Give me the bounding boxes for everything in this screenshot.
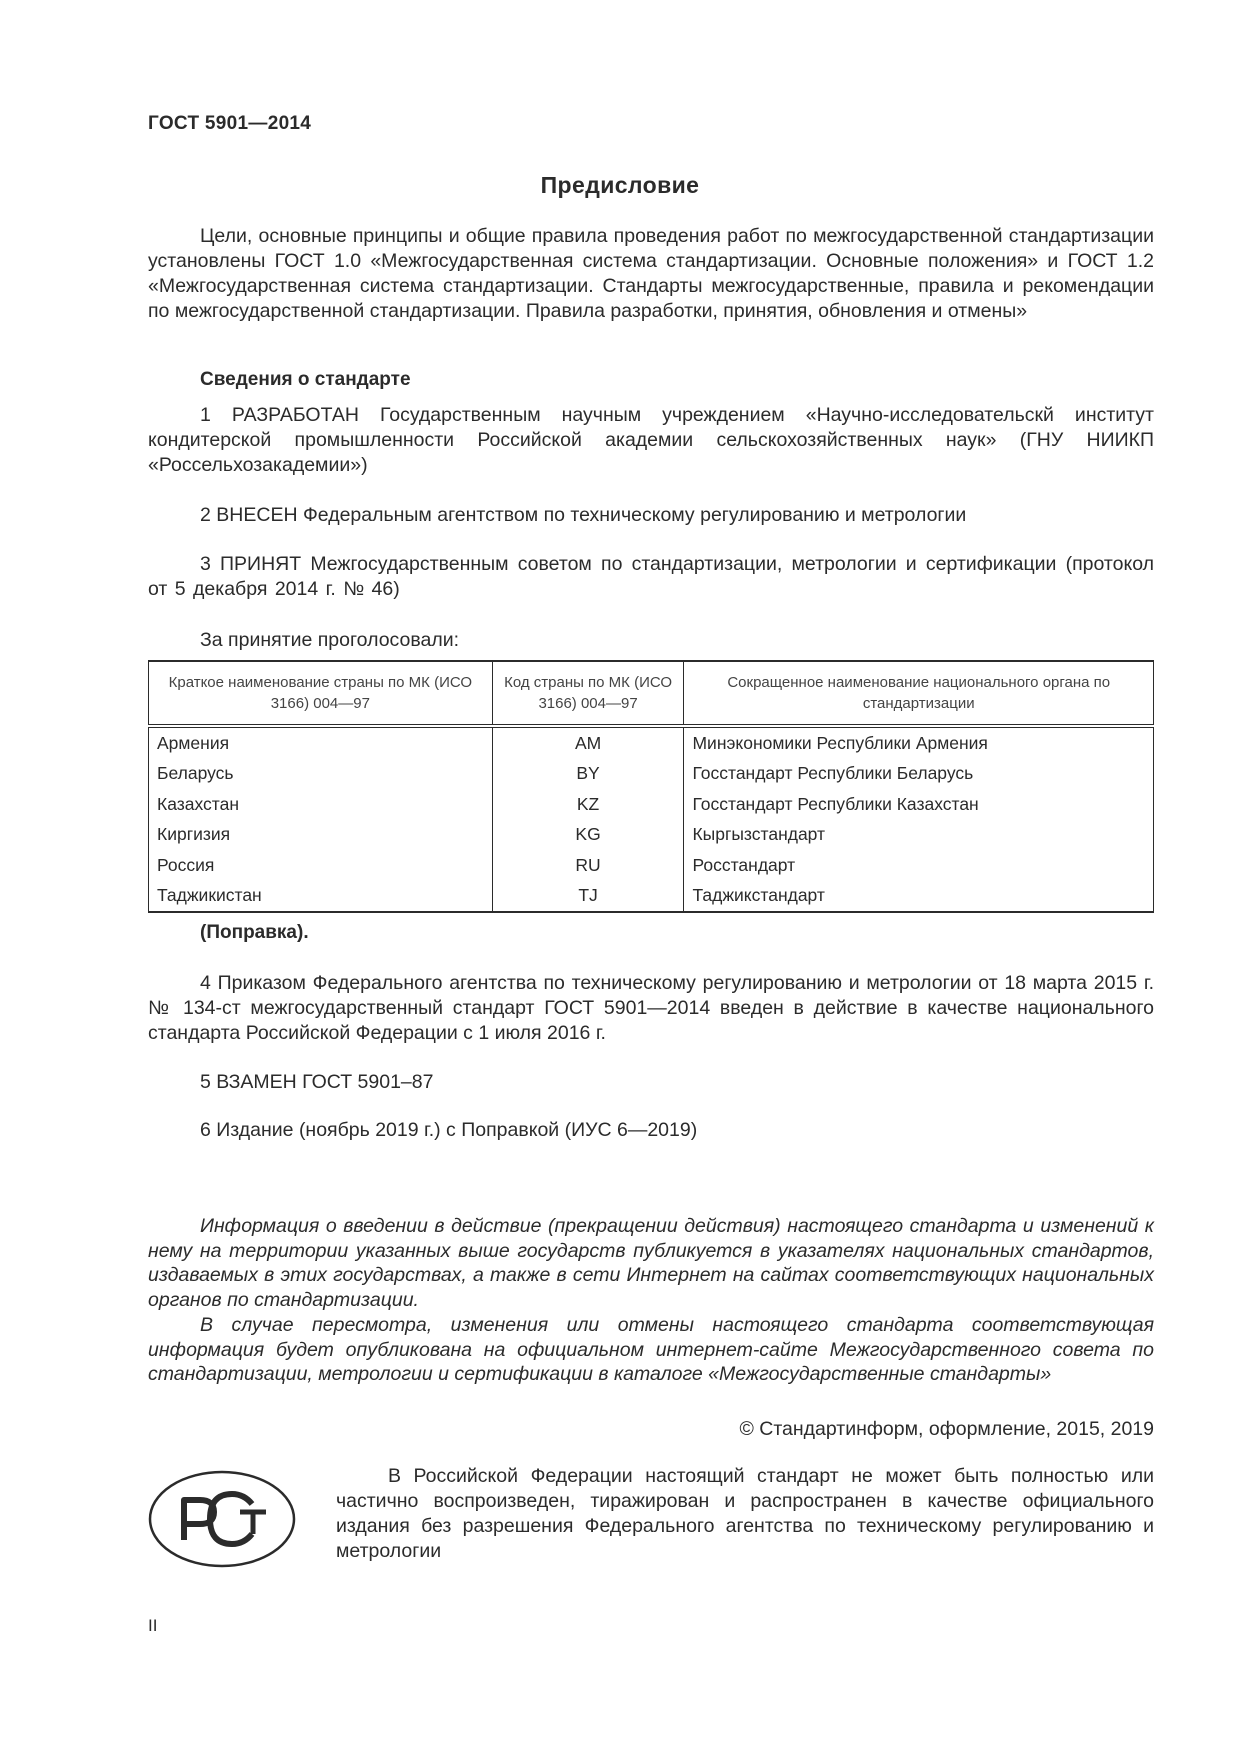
cell-code: KG [492,820,684,851]
rst-certification-mark-icon [148,1470,296,1573]
cell-country: Казахстан [149,789,493,820]
cell-country: Россия [149,850,493,881]
cell-country: Беларусь [149,759,493,790]
info-italic-paragraph-1: Информация о введении в действие (прекращении действия) настоящего стандарта и изменений к нему на территории указанных выше государств публикуется в указателях национальных стандартов, издаваемых в этих государствах, а также в сети Интернет на сайтах соответствующих национальных органов по стандартизации. [148,1215,1154,1311]
table-row [149,850,1154,881]
item-5-paragraph: 5 ВЗАМЕН ГОСТ 5901–87 [200,1071,434,1093]
table-header-row [149,661,1154,726]
table-row [149,759,1154,790]
intro-paragraph: Цели, основные принципы и общие правила проведения работ по межгосударственной стандартизации установлены ГОСТ 1.0 «Межгосударственная система стандартизации. Основные положения» и ГОСТ 1.2 «Межгосударственная система стандартизации. Стандарты межгосударственные, правила и рекомендации по межгосударственной стандартизации. Правила разработки, принятия, обновления и отмены» [148,225,1154,322]
copyright-line: © Стандартинформ, оформление, 2015, 2019 [739,1418,1154,1440]
cell-code: AM [492,726,684,759]
item-4-paragraph: 4 Приказом Федерального агентства по техническому регулированию и метрологии от 18 марта 2015 г. № 134-ст межгосударственный стандарт ГОСТ 5901—2014 введен в действие в качестве национального стандарта Российской Федерации с 1 июля 2016 г. [148,972,1154,1044]
cell-body: Минэкономики Республики Армения [684,726,1154,759]
column-header-body: Сокращенное наименование национального органа по стандартизации [684,661,1154,726]
copyright-notice: В Российской Федерации настоящий стандарт не может быть полностью или частично воспроизведен, тиражирован и распространен в качестве официального издания без разрешения Федерального агентства по техническому регулированию и метрологии [336,1465,1154,1562]
table-row [149,820,1154,851]
info-italic-paragraph-2: В случае пересмотра, изменения или отмены настоящего стандарта соответствующая информация будет опубликована на официальном интернет-сайте Межгосударственного совета по стандартизации, метрологии и сертификации в каталоге «Межгосударственные стандарты» [148,1314,1154,1385]
item-1-paragraph: 1 РАЗРАБОТАН Государственным научным учреждением «Научно-исследовательскй институт кондитерской промышленности Российской академии сельскохозяйственных наук» (ГНУ НИИКП «Россельхозакадемии») [148,404,1154,476]
amendment-note: (Поправка). [200,922,309,943]
cell-code: KZ [492,789,684,820]
column-header-country: Краткое наименование страны по МК (ИСО 3166) 004—97 [149,661,493,726]
page-title: Предисловие [540,172,700,198]
column-header-code: Код страны по МК (ИСО 3166) 004—97 [492,661,684,726]
item-6-paragraph: 6 Издание (ноябрь 2019 г.) с Поправкой (ИУС 6—2019) [200,1119,698,1141]
cell-body: Кыргызстандарт [684,820,1154,851]
section-heading: Сведения о стандарте [200,369,411,390]
document-code-header: ГОСТ 5901—2014 [148,113,312,134]
cell-country: Армения [149,726,493,759]
table-row [149,789,1154,820]
voted-label: За принятие проголосовали: [200,629,460,651]
cell-body: Росстандарт [684,850,1154,881]
item-3-paragraph: 3 ПРИНЯТ Межгосударственным советом по стандартизации, метрологии и сертификации (протокол от 5 декабря 2014 г. № 46) [148,553,1154,600]
cell-body: Госстандарт Республики Казахстан [684,789,1154,820]
table-row [149,726,1154,759]
cell-code: TJ [492,881,684,913]
table-row [149,881,1154,913]
cell-code: BY [492,759,684,790]
cell-code: RU [492,850,684,881]
page-number: II [148,1616,158,1635]
cell-country: Киргизия [149,820,493,851]
cell-body: Таджикстандарт [684,881,1154,913]
item-2-paragraph: 2 ВНЕСЕН Федеральным агентством по техническому регулированию и метрологии [200,504,967,526]
voting-table [148,660,1154,913]
cell-country: Таджикистан [149,881,493,913]
cell-body: Госстандарт Республики Беларусь [684,759,1154,790]
